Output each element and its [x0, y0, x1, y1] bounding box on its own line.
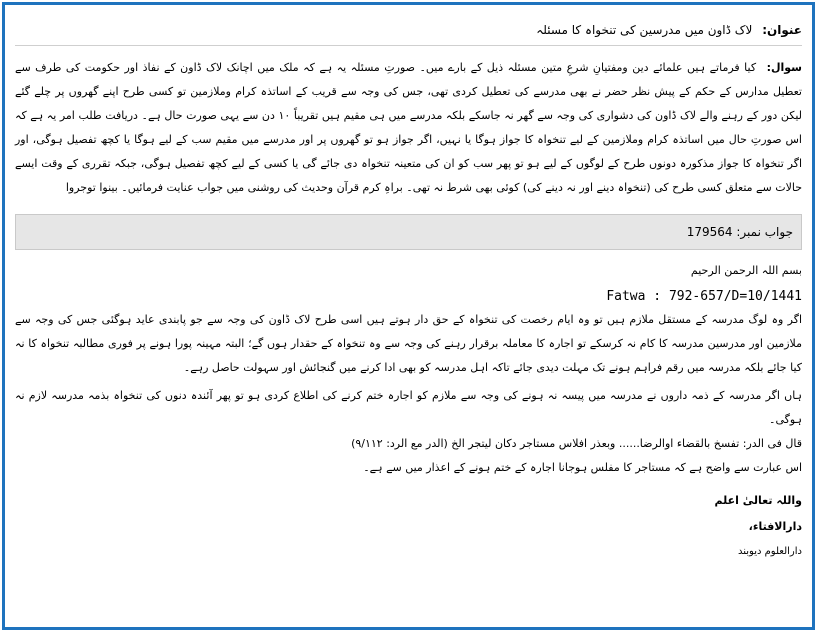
answer-paragraph-4: اس عبارت سے واضح ہے کہ مستاجر کا مفلس ہوجانا اجارہ کے ختم ہونے کے اعذار میں سے ہے۔ — [363, 461, 802, 474]
title-text: لاک ڈاون میں مدرسین کی تنخواہ کا مسئلہ — [536, 23, 753, 37]
answer-paragraph-1: اگر وہ لوگ مدرسہ کے مستقل ملازم ہیں تو وہ ایام رخصت کی تنخواہ کے حق دار ہوتے ہیں اسی طرح لاک ڈاون کی وجہ سے جو پابندی عاید ہوگئی جس کی وجہ سے ملازمین اور مدرسین مدرسہ کا کام نہ کرسکے تو اجارہ کا معاملہ برقرار رہنے کی وجہ سے وہ تنخواہ کے حقدار ہوں گے؛ البتہ مہینہ پورا ہونے پر فوری مطالبہ تنخواہ کا نہ کیا جائے بلکہ مدرسہ میں رقم فراہم ہونے تک مہلت دیدی جائے تاکہ اہل مدرسہ کو بھی ادا کرنے میں گنجائش اور سہولت حاصل رہے۔ — [15, 313, 802, 374]
office-name: دارالافتاء، — [748, 520, 802, 533]
question-label: سوال: — [766, 61, 802, 74]
answer-paragraph-3: قال فی الدر: تفسخ بالقضاء اوالرضا...... وبعذر افلاس مستاجر دکان لیتجر الخ (الدر مع الرد: ۹/۱۱۲) — [351, 437, 802, 450]
answer-number-bar — [15, 214, 802, 250]
institution-name: دارالعلوم دیوبند — [737, 546, 802, 557]
fatwa-number: Fatwa : 792-657/D=10/1441 — [606, 289, 802, 304]
answer-number-label: جواب نمبر: — [736, 225, 793, 239]
bismillah: بسم اللہ الرحمن الرحیم — [690, 264, 802, 277]
title-label: عنوان: — [762, 23, 802, 37]
answer-number: 179564 — [686, 225, 733, 239]
fatwa-frame — [2, 2, 815, 630]
closing-text: واللہ تعالیٰ اعلم — [714, 494, 802, 507]
question-block — [15, 56, 802, 200]
answer-paragraph-2: ہاں اگر مدرسہ کے ذمہ داروں نے مدرسہ میں پیسہ نہ ہونے کی وجہ سے ملازم کو اجارہ ختم کرنے کی اطلاع کردی ہو تو پھر آئندہ دنوں کی تنخواہ بذمہ مدرسہ لازم نہ ہوگی۔ — [15, 389, 802, 426]
question-text: کیا فرماتے ہیں علمائے دین ومفتیانِ شرعِ متین مسئلہ ذیل کے بارے میں۔ صورتِ مسئلہ یہ ہے کہ ملک میں اچانک لاک ڈاون کے نفاذ اور حکومت کی طرف سے تعطیل مدارس کے حکم کے پیش نظر حضر نے بھی مدرسے کی تعطیل کردی تھی، جس کی وجہ سے قریب کے اساتذہ کرام وملازمین تو کسی طرح اپنے گھروں پر چلے گئے لیکن دور کے رہنے والے لاک ڈاون کی دشواری کی وجہ سے گھر نہ جاسکے بلکہ مدرسے میں ہی مقیم ہیں تقریباً ۱۰ دن سے یہی صورت حال ہے۔ دریافت طلب امر یہ ہے کہ اس صورتِ حال میں اساتذہ کرام وملازمین کے لیے تنخواہ کا جواز ہوگا یا نہیں، اگر جواز ہو تو گھروں پر اور مدرسے میں مقیم سب کے لیے ہوگا یا کچھ تفصیل ہوگی، اور اگر تنخواہ کا جواز مذکورہ دونوں طرح کے لوگوں کے لیے ہو تو پھر سب کو ان کی متعینہ تنخواہ دی جائے گی یا کسی کے لیے کچھ تفصیل ہوگی، جبکہ تقرری کے وقت ایسے حالات سے متعلق کسی طرح کی (تنخواہ دینے اور نہ دینے کی) کوئی بھی شرط نہ تھی۔ براہِ کرم قرآن وحدیث کی روشنی میں جواب عنایت فرمائیں۔ بینوا توجروا — [15, 61, 802, 194]
title-row — [15, 15, 802, 46]
fatwa-content — [15, 15, 802, 619]
